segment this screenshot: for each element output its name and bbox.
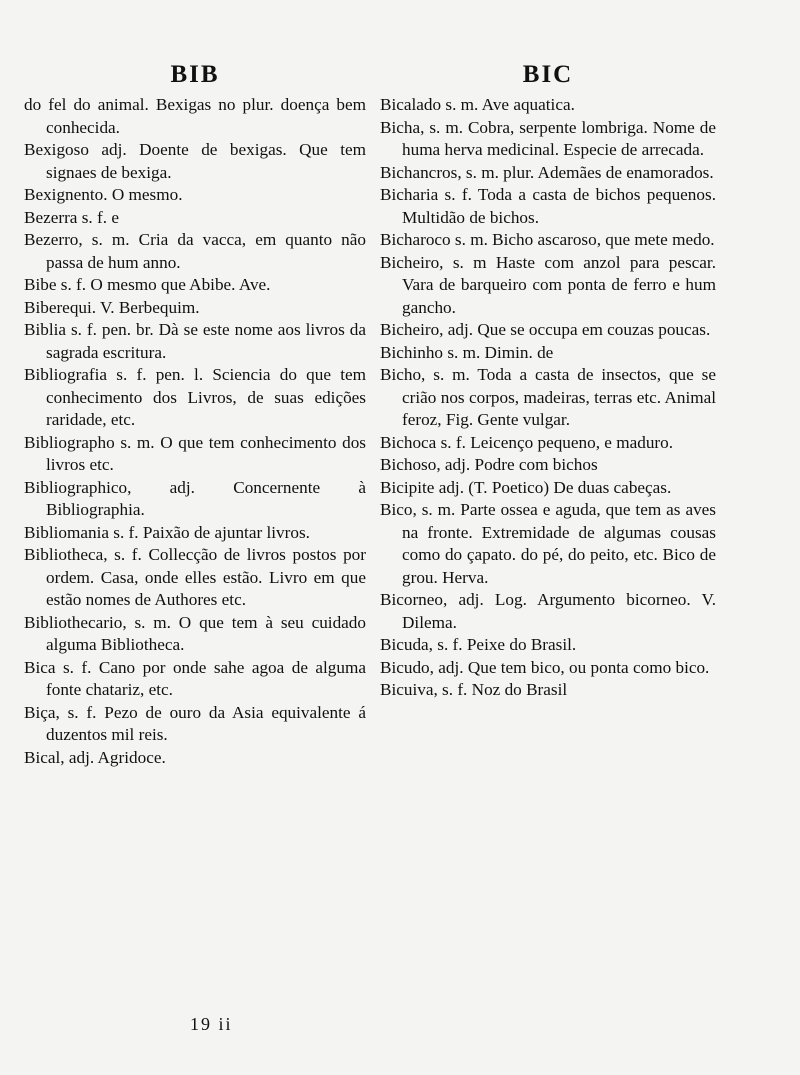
dictionary-entry: Bezerro, s. m. Cria da vacca, em quanto não passa de hum anno.	[24, 230, 366, 272]
dictionary-entry: Bibe s. f. O mesmo que Abibe. Ave.	[24, 275, 271, 294]
dictionary-entry: Bicheiro, adj. Que se occupa em couzas poucas.	[380, 320, 711, 339]
page-signature: 19 ii	[190, 1014, 233, 1034]
dictionary-entry: Bichoso, adj. Podre com bichos	[380, 455, 598, 474]
dictionary-entry: Bichancros, s. m. plur. Ademães de enamorados.	[380, 162, 714, 182]
dictionary-entry: Bexigoso adj. Doente de bexigas. Que tem signaes de bexiga.	[24, 140, 366, 182]
dictionary-entry: Bichinho s. m. Dimin. de	[380, 342, 554, 362]
dictionary-entry: Bicharia s. f. Toda a casta de bichos pequenos. Multidão de bichos.	[380, 185, 716, 227]
left-column	[24, 60, 366, 769]
right-column-header: BIC	[522, 61, 574, 88]
dictionary-entry: Biblia s. f. pen. br. Dà se este nome aos livros da sagrada escritura.	[24, 320, 366, 362]
dictionary-entry: Bexignento. O mesmo.	[24, 185, 183, 204]
left-column-header: BIB	[170, 61, 220, 88]
dictionary-entry: Biça, s. f. Pezo de ouro da Asia equivalente á duzentos mil reis.	[24, 702, 366, 744]
dictionary-entry: Bicuiva, s. f. Noz do Brasil	[380, 680, 568, 699]
dictionary-entry: Bico, s. m. Parte ossea e aguda, que tem as aves na fronte. Extremidade de algumas cousas como do çapato. do pé, do peito, etc. Bico de grou. Herva.	[380, 500, 716, 587]
dictionary-entry: Bica s. f. Cano por onde sahe agoa de alguma fonte chatariz, etc.	[24, 657, 366, 699]
dictionary-entry: Bicipite adj. (T. Poetico) De duas cabeças.	[380, 477, 672, 497]
dictionary-entry: Bibliomania s. f. Paixão de ajuntar livros.	[24, 522, 310, 542]
dictionary-entry: Bicudo, adj. Que tem bico, ou ponta como bico.	[380, 657, 710, 677]
dictionary-entry: Bichoca s. f. Leicenço pequeno, e maduro.	[380, 432, 674, 452]
left-entry-list	[24, 94, 366, 769]
dictionary-entry: Bibliotheca, s. f. Collecção de livros postos por ordem. Casa, onde elles estão. Livro em que estão nomes de Authores etc.	[24, 545, 366, 609]
dictionary-entry: Bicuda, s. f. Peixe do Brasil.	[380, 635, 577, 654]
dictionary-entry: Bibliothecario, s. m. O que tem à seu cuidado alguma Bibliotheca.	[24, 612, 366, 654]
dictionary-entry: Bicheiro, s. m Haste com anzol para pescar. Vara de barqueiro com ponta de ferro e hum gancho.	[380, 252, 716, 317]
right-column	[380, 60, 716, 702]
dictionary-entry: Bicho, s. m. Toda a casta de insectos, que se crião nos corpos, madeiras, terras etc. Animal feroz, Fig. Gente vulgar.	[380, 365, 716, 429]
dictionary-entry: Bibliographico, adj. Concernente à Bibliographia.	[24, 477, 366, 519]
dictionary-entry: Bical, adj. Agridoce.	[24, 747, 166, 767]
dictionary-entry: Biberequi. V. Berbequim.	[24, 297, 200, 317]
right-entry-list	[380, 94, 716, 702]
dictionary-entry: do fel do animal. Bexigas no plur. doença bem conhecida.	[24, 95, 366, 137]
dictionary-entry: Bibliografia s. f. pen. l. Sciencia do que tem conhecimento dos Livros, de suas edições raridade, etc.	[24, 365, 366, 429]
dictionary-entry: Bicorneo, adj. Log. Argumento bicorneo. V. Dilema.	[380, 590, 716, 632]
dictionary-entry: Bicalado s. m. Ave aquatica.	[380, 95, 575, 114]
dictionary-entry: Bicharoco s. m. Bicho ascaroso, que mete medo.	[380, 230, 715, 249]
dictionary-entry: Bibliographo s. m. O que tem conhecimento dos livros etc.	[24, 432, 366, 474]
dictionary-entry: Bezerra s. f. e	[24, 207, 119, 227]
dictionary-entry: Bicha, s. m. Cobra, serpente lombriga. Nome de huma herva medicinal. Especie de arrecada.	[380, 117, 716, 159]
